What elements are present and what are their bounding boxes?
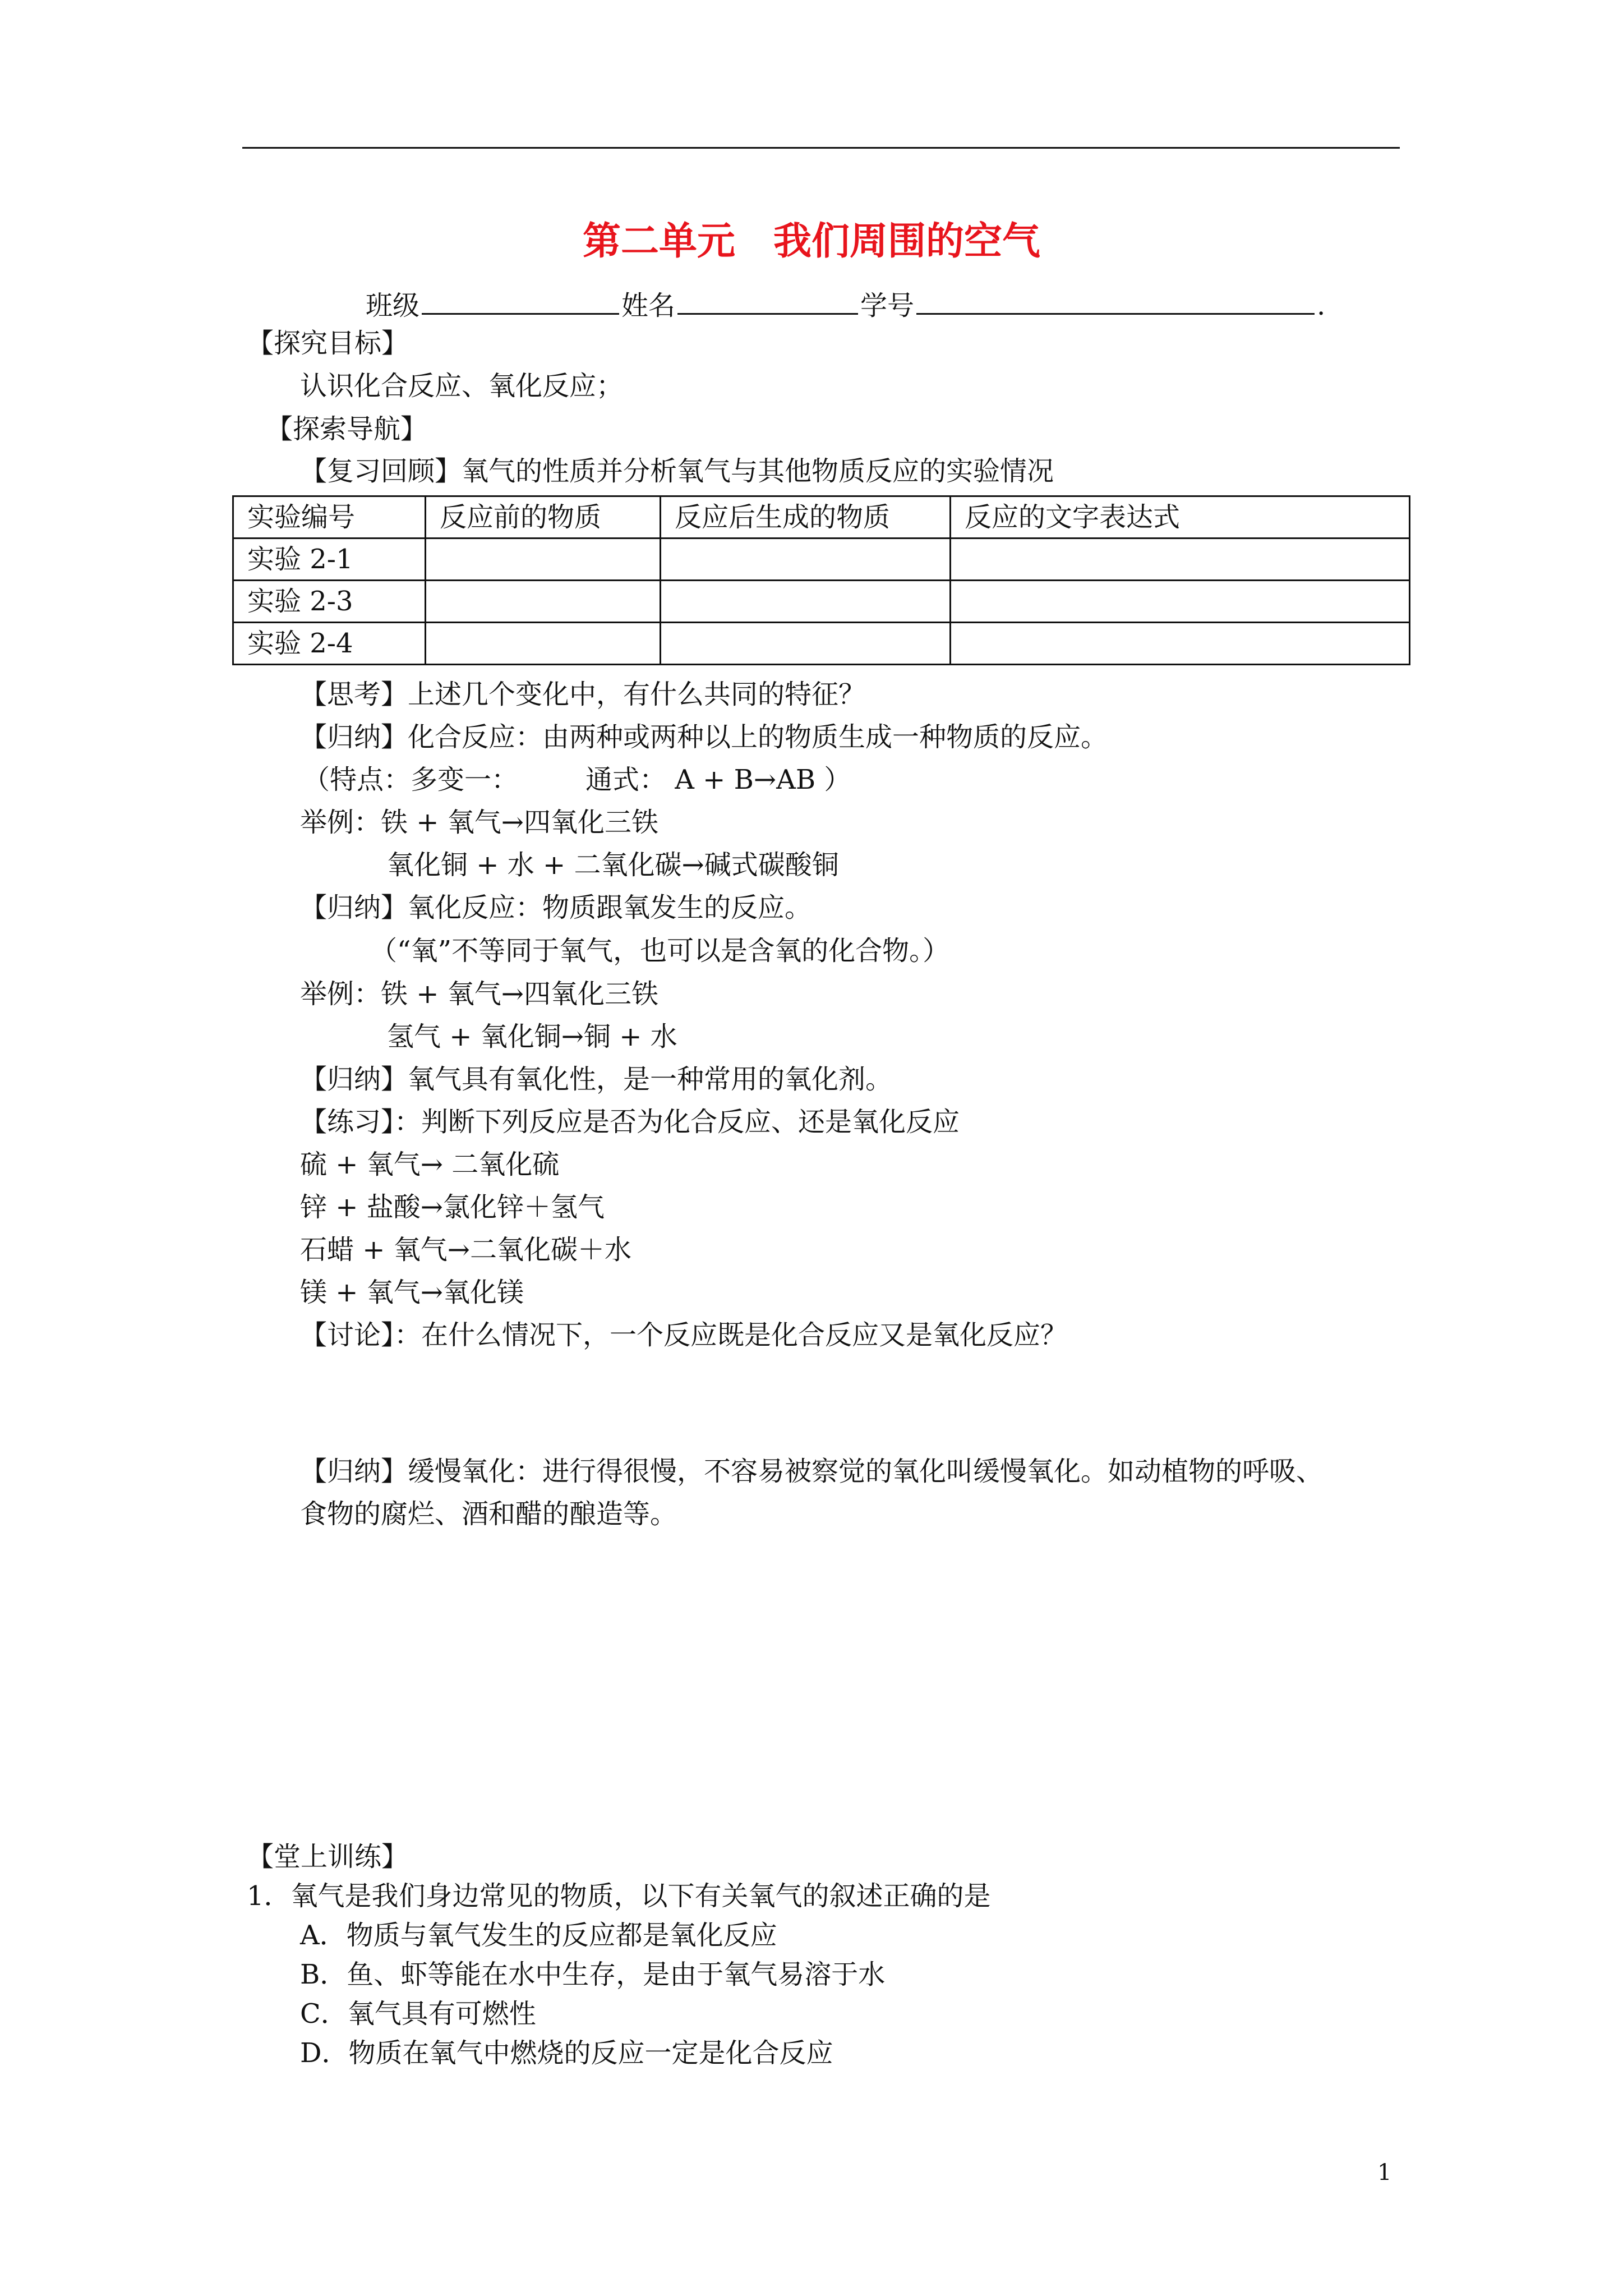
table-cell: 实验 2-4 (233, 623, 426, 665)
practice-item: 石蜡 + 氧气→二氧化碳＋水 (300, 1234, 631, 1266)
goal-text: 认识化合反应、氧化反应； (300, 370, 624, 402)
table-cell: 实验 2-3 (233, 581, 426, 623)
page-number: 1 (1377, 2160, 1392, 2185)
table-row (233, 623, 1410, 665)
end-mark: . (1317, 290, 1326, 321)
option-c: C．氧气具有可燃性 (300, 1998, 536, 2030)
think-line: 【思考】上述几个变化中，有什么共同的特征？ (300, 679, 866, 710)
experiment-table (232, 495, 1410, 665)
table-cell[interactable] (426, 539, 661, 581)
option-d: D．物质在氧气中燃烧的反应一定是化合反应 (300, 2037, 833, 2069)
discuss-line: 【讨论】：在什么情况下，一个反应既是化合反应又是氧化反应？ (300, 1319, 1068, 1351)
table-cell[interactable] (426, 623, 661, 665)
student-info-line (366, 286, 1325, 323)
question-1: 1．氧气是我们身边常见的物质，以下有关氧气的叙述正确的是 (247, 1880, 991, 1912)
review-line: 【复习回顾】氧气的性质并分析氧气与其他物质反应的实验情况 (300, 455, 1054, 487)
table-header-cell: 反应的文字表达式 (951, 496, 1410, 539)
option-a: A．物质与氧气发生的反应都是氧化反应 (300, 1920, 777, 1951)
class-blank[interactable] (422, 286, 619, 315)
table-cell[interactable] (951, 539, 1410, 581)
sum-oxidation: 【归纳】氧化反应：物质跟氧发生的反应。 (300, 892, 812, 923)
option-b: B．鱼、虾等能在水中生存，是由于氧气易溶于水 (300, 1959, 886, 1990)
id-blank[interactable] (916, 286, 1315, 315)
table-cell[interactable] (661, 623, 951, 665)
feature-line: （特点：多变一： 通式： A + B→AB ） (303, 764, 851, 795)
table-header-row (233, 496, 1410, 539)
header-rule (242, 147, 1400, 149)
table-row (233, 581, 1410, 623)
training-heading: 【堂上训练】 (247, 1841, 409, 1872)
table-cell[interactable] (951, 623, 1410, 665)
note-line: （“氧”不等同于氧气，也可以是含氧的化合物。） (370, 935, 950, 967)
table-header-cell: 实验编号 (233, 496, 426, 539)
goal-heading: 【探究目标】 (247, 328, 409, 359)
example-line: 举例：铁 + 氧气→四氧化三铁 (300, 978, 658, 1010)
table-cell: 实验 2-1 (233, 539, 426, 581)
table-cell[interactable] (426, 581, 661, 623)
name-label: 姓名 (621, 290, 676, 321)
practice-item: 镁 + 氧气→氧化镁 (300, 1277, 524, 1308)
table-header-cell: 反应前的物质 (426, 496, 661, 539)
table-cell[interactable] (661, 539, 951, 581)
example-line: 氢气 + 氧化铜→铜 + 水 (387, 1021, 677, 1052)
page-title: 第二单元 我们周围的空气 (582, 219, 1040, 264)
table-cell[interactable] (951, 581, 1410, 623)
name-blank[interactable] (677, 286, 858, 315)
practice-item: 锌 + 盐酸→氯化锌＋氢气 (300, 1191, 605, 1223)
example-line: 氧化铜 + 水 + 二氧化碳→碱式碳酸铜 (387, 849, 839, 881)
sum-combination: 【归纳】化合反应：由两种或两种以上的物质生成一种物质的反应。 (300, 721, 1108, 753)
example-line: 举例：铁 + 氧气→四氧化三铁 (300, 807, 658, 838)
practice-item: 硫 + 氧气→ 二氧化硫 (300, 1149, 560, 1180)
slow-oxidation-line: 食物的腐烂、酒和醋的酿造等。 (300, 1498, 677, 1530)
practice-heading: 【练习】：判断下列反应是否为化合反应、还是氧化反应 (300, 1106, 960, 1138)
class-label: 班级 (366, 290, 420, 321)
table-row (233, 539, 1410, 581)
slow-oxidation-line: 【归纳】缓慢氧化：进行得很慢，不容易被察觉的氧化叫缓慢氧化。如动植物的呼吸、 (300, 1456, 1324, 1487)
id-label: 学号 (860, 290, 915, 321)
sum-oxidizer: 【归纳】氧气具有氧化性，是一种常用的氧化剂。 (300, 1064, 893, 1095)
table-cell[interactable] (661, 581, 951, 623)
nav-heading: 【探索导航】 (266, 413, 428, 445)
table-header-cell: 反应后生成的物质 (661, 496, 951, 539)
